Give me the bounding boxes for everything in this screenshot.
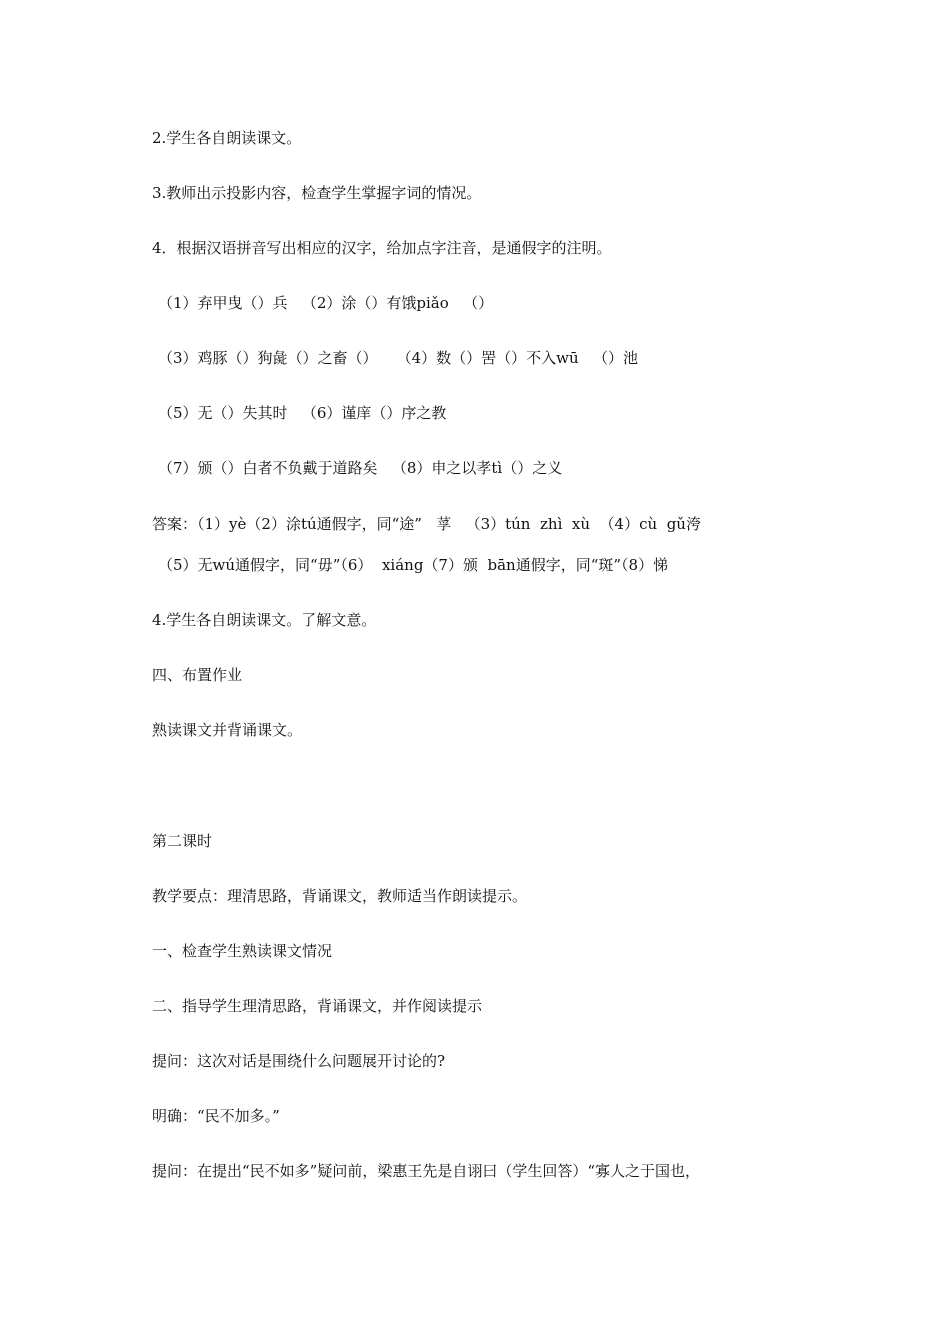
- step-2-read-aloud: 2.学生各自朗读课文。: [152, 129, 302, 147]
- exercise-items-7-8: （7）颁（）白者不负戴于道路矣 （8）申之以孝tì（）之义: [158, 459, 563, 477]
- step-4-pinyin-task: 4．根据汉语拼音写出相应的汉字，给加点字注音，是通假字的注明。: [152, 239, 612, 257]
- teaching-points: 教学要点：理清思路，背诵课文，教师适当作朗读提示。: [152, 887, 528, 905]
- question-2: 提问：在提出“民不如多”疑问前，梁惠王先是自诩曰（学生回答）“寡人之于国也，: [152, 1162, 701, 1180]
- answer-clarify-1: 明确：“民不加多。”: [152, 1107, 280, 1125]
- section-2-guide: 二、指导学生理清思路，背诵课文，并作阅读提示: [152, 997, 483, 1015]
- exercise-items-1-2: （1）弃甲曳（）兵 （2）涂（）有饿piǎo （）: [158, 294, 494, 312]
- section-homework-heading: 四、布置作业: [152, 666, 243, 684]
- answer-line-2: （5）无wú通假字，同“毋”（6） xiáng（7）颁 bān通假字，同“斑”（8）悌: [158, 556, 669, 574]
- section-1-check: 一、检查学生熟读课文情况: [152, 942, 333, 960]
- step-4-understand-text: 4.学生各自朗读课文。了解文意。: [152, 611, 377, 629]
- step-3-projection-check: 3.教师出示投影内容，检查学生掌握字词的情况。: [152, 184, 482, 202]
- question-1: 提问：这次对话是围绕什么问题展开讨论的?: [152, 1052, 446, 1070]
- exercise-items-3-4: （3）鸡豚（）狗彘（）之畜（） （4）数（）罟（）不入wū （）池: [158, 349, 638, 367]
- homework-text: 熟读课文并背诵课文。: [152, 721, 303, 739]
- lesson-2-heading: 第二课时: [152, 832, 213, 850]
- answer-line-1: 答案：（1）yè（2）涂tú通假字，同“途” 莩 （3）tún zhì xù （4）cù gǔ洿: [152, 515, 701, 533]
- exercise-items-5-6: （5）无（）失其时 （6）谨庠（）序之教: [158, 404, 447, 422]
